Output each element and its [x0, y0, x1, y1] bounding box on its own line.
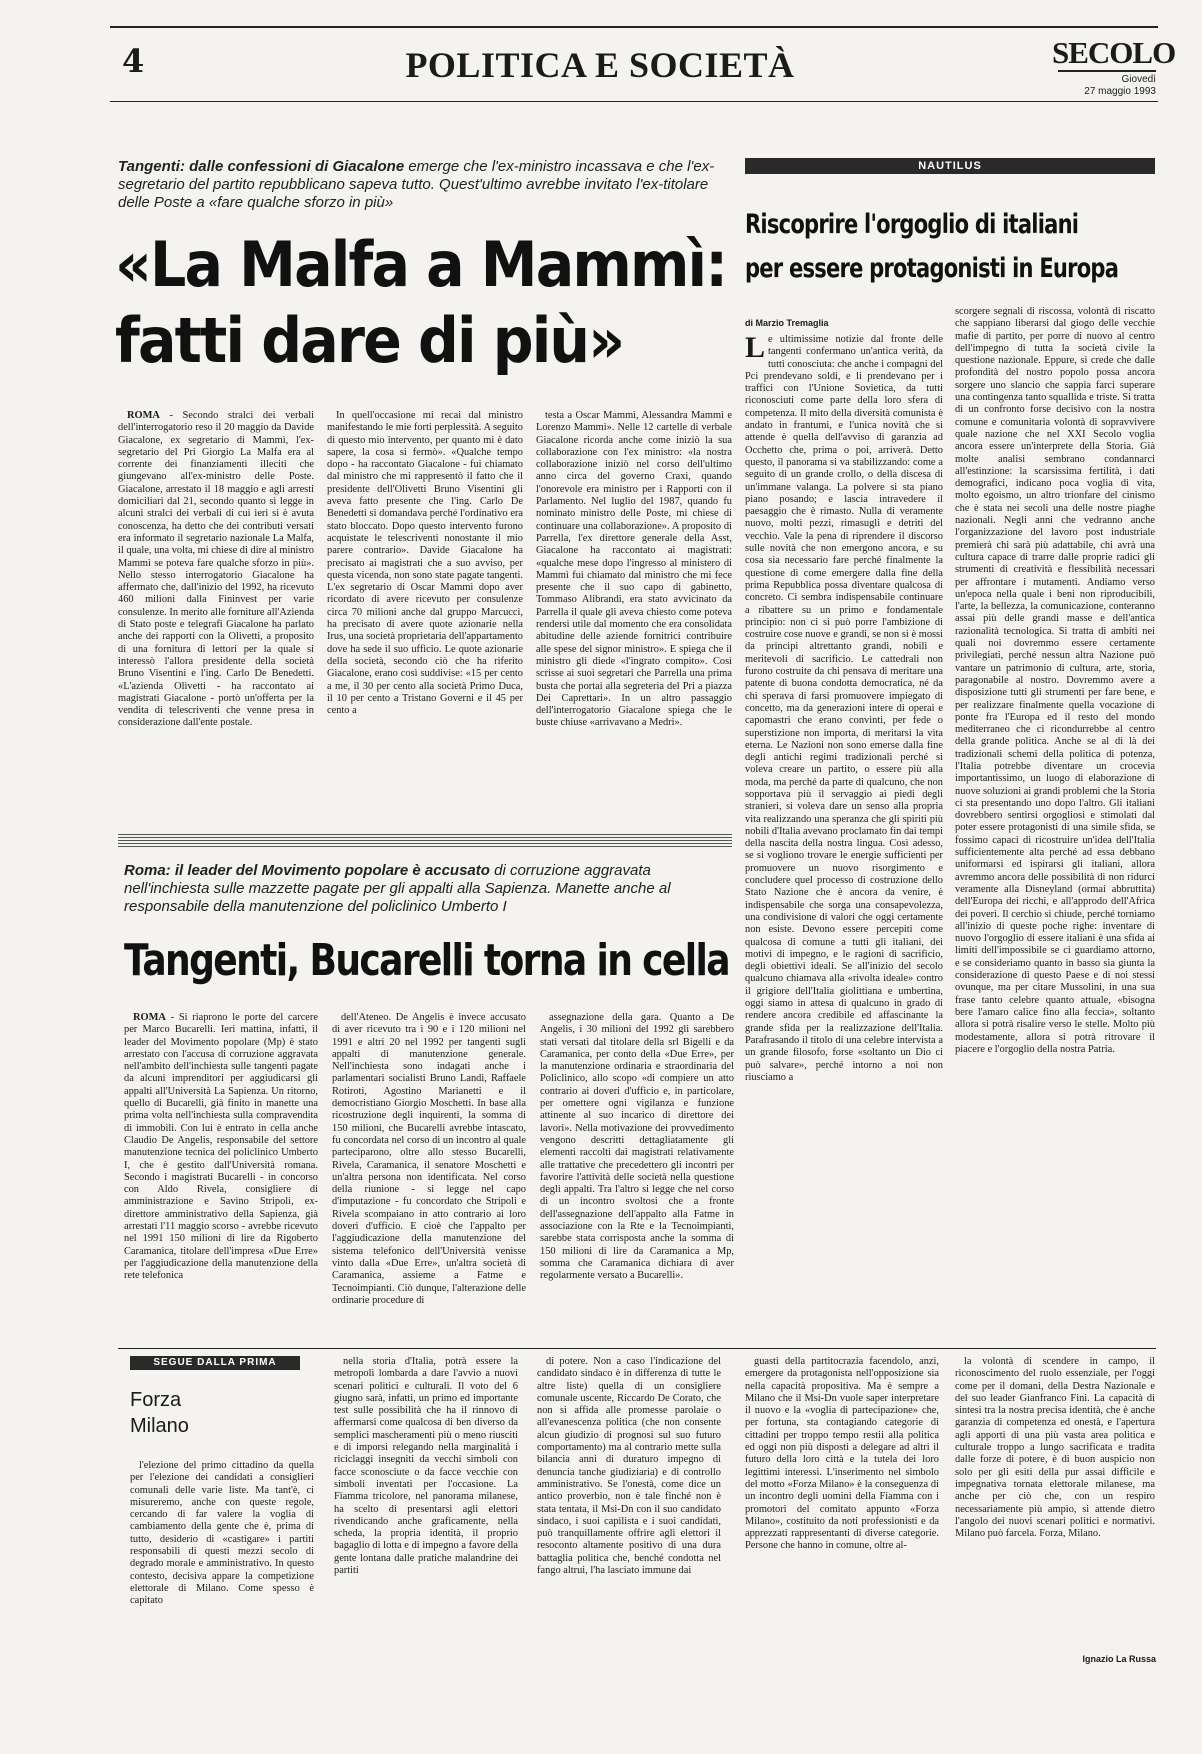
forza-column-5 — [955, 1356, 1155, 1650]
article1-kicker-rest: emerge che l'ex-ministro incassava e che l'ex-segretario del partito repubblicano sapeva tutto. Quest'ultimo avrebbe invitato l'ex-titolare delle Poste a «fare qualche sforzo in più» — [118, 158, 715, 211]
newspaper-logo: SECOLO — [1052, 35, 1176, 70]
forza-column-4 — [745, 1356, 939, 1668]
article2-col3-text: assegnazione della gara. Quanto a De Angelis, i 30 milioni del 1992 gli sarebbero stati versati dal titolare della srl Bigelli e da Caramanica, per conto della «Due Erre», per la manutenzione ordinaria e straordinaria del Policlinico, allo scopo «di compiere un atto contrario ai doveri d'ufficio e, in particolare, per omettere ogni vigilanza e funzione attinente al suo incarico di direttore dei lavori». Nella motivazione dei provvedimento vengono descritti dettagliatamente gli elementi raccolti dai magistrati relativamente alle trattative che precedettero gli incontri per favorire l'attività delle società nella questione degli appalti. Tra l'altro si legge che nel corso di un incontro svoltosi che a fronte dell'assegnazione dell'appalto alla Fatme in associazione con la Rte e la Tecnoimpianti, sarebbe stata corrisposta anche la somma di 150 milioni di lire da Caramanica a Mp, somma che Caramanica dichiara di aver regolarmente versato a Bucarelli». — [540, 1012, 734, 1282]
article1-col2-text: In quell'occasione mi recai dal ministro manifestando le mie forti perplessità. A seguito di questo mio intervento, per quanto mi è dato sapere, la cosa si fermò». «Qualche tempo dopo - ha raccontato Giacalone - fui chiamato dal ministro che mi rappresentò il fatto che il presidente dell'Olivetti Bruno Visentini gli aveva fatto presente che l'ing. Carlo De Benedetti si domandava perché l'ordinativo era stato bloccato. Dopo questo intervento furono acquistate le telescriventi nonostante il mio parere contrario». Davide Giacalone ha precisato ai magistrati che a suo avviso, per questa vicenda, non sono state pagate tangenti. L'ex segretario di Oscar Mammì dopo aver ricordato di avere ricevuto per consulenze circa 70 milioni anche dal gruppo Marcucci, ha precisato di avere quote azionarie nella Irus, una società proprietaria dell'appartamento dove ha sede il suo ufficio. Le quote azionarie della società, secondo ciò che ha riferito Giacalone, erano così suddivise: «15 per cento a me, il 30 per cento alla società Primo Duca, il 10 per cento a Tristano Governi e il 45 per cento a — [327, 410, 523, 717]
forza-column-1 — [130, 1460, 314, 1660]
article2-kicker-bold: Roma: il leader del Movimento popolare è accusato — [124, 862, 490, 879]
nautilus-headline-line2: per essere protagonisti in Europa — [745, 253, 1119, 284]
forza-col2-text: nella storia d'Italia, potrà essere la metropoli lombarda a dare l'avvio a nuovi scenari politici e culturali. Il voto del 6 giugno sarà, infatti, un primo ed importante test sulle possibilità che ha il rinnovo di affermarsi come qualcosa di ben diverso da semplici mascheramenti più o meno riusciti e di imporsi relegando nella marginalità i riciclaggi insegniti da vecchi simboli con facce sconosciute o da facce vecchie con simboli inventati per l'occasione. La Fiamma tricolore, nel panorama milanese, ha scelto di presentarsi agli elettori rivendicando anche graficamente, nella scheda, la propria identità, il proprio bagaglio di lotta e di impegno a favore della gente lontana dalle pratiche malandrine dei partiti — [334, 1356, 518, 1577]
section-title: POLITICA E SOCIETÀ — [405, 45, 795, 85]
forza-label: SEGUE DALLA PRIMA — [130, 1356, 300, 1370]
article2-kicker — [124, 862, 724, 916]
header-top-rule — [110, 26, 1158, 28]
forza-headline-line1: Forza — [130, 1389, 182, 1411]
nautilus-col2-text: scorgere segnali di riscossa, volontà di riscatto che sappiano liberarsi dal giogo delle vecchie mafie di partito, per porre di nuovo al centro dell'impegno di tutta la società civile la questione nazionale. Eppure, si crede che dalle profondità del nostro popolo possa ancora sorgere uno slancio che sappia farci superare una contingenza tanto squallida e triste. Si tratta di un confronto forse decisivo con la nostra comune e comunitaria volontà di sopravvivere quale nazione che nel XXI Secolo voglia ancora essere un'interprete della Storia. Già molte analisi sembrano condannarci all'estinzione: la scarsissima fertilità, i dati demografici, indicano poca voglia di vita, molto egoismo, un altro trionfare del cinismo che è stata nei secoli una delle nostre piaghe nazionali. Negli anni che vedranno anche l'organizzazione del lavoro post industriale premierà chi sarà più adattabile, chi avrà una cultura capace di trarre dalle proprie radici gli strumenti di creatività e flessibilità necessari per affrontare i mutamenti. Andiamo verso un'epoca nella quale i beni non riproducibili, l'arte, la bellezza, la comunicazione, conteranno assai più delle grandi masse e dell'antica razionalità tecnologica. Si tratta di ambiti nei quali noi dovremmo essere certamente privilegiati, perché nessun altra Nazione può vantare un patrimonio di cultura, arte, storia, paragonabile al nostro. Dovremmo avere a disposizione tutti gli strumenti per fare bene, e per realizzare finalmente quella vocazione di ponte fra l'Europa ed il resto del mondo mediterraneo che ci ricondurrebbe al centro della grande politica. Anche se al di là dei tradizionali schemi della politica di potenza, l'Italia potrebbe diventare un crocevia importantissimo, un luogo di elaborazione di nuove soluzioni ai grandi problemi che la Storia ci sta presentando uno dopo l'altro. Gli italiani dovrebbero sentirsi orgogliosi e stimolati dal poter essere protagonisti di una simile sfida, se fossimo capaci di ricostruire un'idea dell'Italia sufficientemente alta perché ad essa debbano uniformarsi ed ispirarsi gli italiani, allora avremmo ancora delle possibilità di non ridurci veramente alla Disneyland (ormai abbruttita) dell'Europa dei ricchi, e all'approdo dell'Africa dei poveri. Il cerchio si chiude, perché torniamo all'inizio di queste poche righe: inventare di nuovo l'orgoglio di essere italiani è una sfida ai limiti dell'impossibile se ci guardiamo attorno, e se consideriamo quanto in basso sia giunta la considerazione di questo Paese e di noi stessi ovunque, ma per citare Mussolini, in una sua frase tanto celebre quanto attuale, «bisogna bere l'amaro calice fino alla feccia», soltanto allora si potrà risalire verso le stelle. Molto più modestamente, allora si potrà ritrovare il piacere e l'orgoglio della nostra Patria. — [955, 306, 1155, 1055]
article1-kicker — [118, 158, 718, 212]
article2-dateline: ROMA — [133, 1012, 166, 1023]
forza-signature: Ignazio La Russa — [1082, 1654, 1156, 1664]
article1-headline-line2: fatti dare di più» — [115, 304, 624, 377]
nautilus-dropcap: L — [745, 334, 766, 364]
forza-col3-text: di potere. Non a caso l'indicazione del candidato sindaco è in differenza di tutte le altre liste) quella di un consigliere comunale uscente, Riccardo De Corato, che non si affida alle promesse parolaie o all'evanescenza politica (che non consente alcun giudizio di prognosi sul suo futuro comportamento) ma al contrario mette sulla bilancia anni di duraturo impegno di denuncia tanche giudiziaria) e di controllo amministrativo. Se l'onestà, come dice un antico proverbio, non è tale finché non è stata tentata, il Msi-Dn con il suo candidato sindaco, i suoi capilista e i suoi candidati, può tranquillamente offrire agli elettori il resoconto altamente positivo di una dura battaglia politica che, benché condotta nel fango altrui, l'ha lasciato immune dai — [537, 1356, 721, 1577]
nautilus-column-2 — [955, 306, 1155, 1356]
logo-underline — [1058, 70, 1156, 72]
nautilus-headline-line1: Riscoprire l'orgoglio di italiani — [745, 209, 1079, 240]
nautilus-col1-text: e ultimissime notizie dal fronte delle tangenti confermano un'antica verità, da tutti conosciuta: che anche i compagni del Pci prendevano soldi, e li prendevano per i traffici con l'Unione Sovietica, da tutti riconosciuti come parte della loro sfera di competenza. Il mito della diversità comunista è andato in frantumi, e l'unica novità che si attende è quella dell'avviso di garanzia ad Occhetto che, prima o poi, arriverà. Detto questo, il panorama si va stabilizzando: come a seguito di un grande crollo, o della discesa di un'immane valanga. La polvere si sta piano piano posando; e lascia intravedere il paesaggio che è rimasto. Nulla di veramente nuovo, molti pezzi, rimasugli e detriti del vecchio. Vale la pena di riprendere il discorso sulle novità che non emergono ancora, e su cosa sia necessario fare perché finalmente la questione di come emergere dalla fine della prima Repubblica possa diventare qualcosa di concreto. Ci sembra indispensabile continuare a ribattere su un primo e fondamentale principio: non ci si può porre l'ambizione di costruire cose nuove e grandi, se non si è mossi da principi altrettanto grandi, nobili e meritevoli di sacrificio. Le cattedrali non furono costruite da chi pensava di meritare una patente di buona condotta democratica, né da chi sperava di farsi promuovere impiegato di concetto, ma da generazioni intere di operai e capomastri che erano convinti, per fede o superstizione non importa, di meritarsi la vita eterna. Le Nazioni non sono emerse dalla fine degli antichi regimi tradizionali perché si voleva creare un partito, o essere più alla moda, ma perché da parte di qualcuno, che non sopportava più il servaggio ai piedi degli stranieri, si voleva dare un senso alla propria vita realizzando una speranza che gli spiriti più nobili d'Italia avevano proclamato fin dai tempi della nascita della nostra lingua. Così adesso, se si vogliono trovare le energie sufficienti per promuovere un nuovo risorgimento e concludere quel processo di costruzione dello Stato Nazione che è ancora da venire, è indispensabile che sorga una consapevolezza, una condivisione di valori che oggi certamente non esiste. Devono essere percepiti come qualcosa di comune a tutti gli italiani, dei motivi di impegno, e le ragioni di sacrificio, degli obiettivi ideali. Se all'inizio del secolo qualcuno chiamava alla «rivolta ideale» contro il grigiore dell'Italia giolittiana e umbertina, oggi siamo in attesa di qualcuno in grado di rendere ancora credibile ed affascinante la grande sfida per la realizzazione dell'Italia. Parafrasando il titolo di una celebre intervista a un grande filosofo, forse «soltanto un Dio ci può salvare», perché intorno a noi non riusciamo a — [745, 334, 943, 1083]
article1-column-1 — [118, 410, 314, 846]
page-number: 4 — [122, 42, 145, 80]
forza-headline-line2: Milano — [130, 1415, 189, 1437]
bottom-section-rule — [118, 1348, 1156, 1349]
article2-headline: Tangenti, Bucarelli torna in cella — [124, 935, 729, 986]
article-separator-band — [118, 833, 732, 847]
forza-col4-text: guasti della partitocrazia facendolo, anzi, emergere da protagonista nell'opposizione sia nella capacità propositiva. Ma è sempre a Milano che il Msi-Dn vuole saper interpretare il nuovo e la «voglia di partecipazione» che, per fortuna, sta contagiando categorie di cittadini per troppo tempo restii alla politica ed oggi non più disposti a delegare ad altri il futuro della loro città e la tutela dei loro legittimi interessi. L'inserimento nel simbolo del motto «Forza Milano» è la conseguenza di un incontro degli uomini della Fiamma con i promotori del comitato appunto «Forza Milano», costituito da noti professionisti e da apprezzati rappresentanti di diverse categorie. Persone che hanno in comune, oltre al- — [745, 1356, 939, 1552]
article1-col3-text: testa a Oscar Mammì, Alessandra Mammì e Lorenzo Mammì». Nelle 12 cartelle di verbale Giacalone ricorda anche come iniziò la sua collaborazione con l'ex ministro: «la nostra collaborazione iniziò nel corso dell'ultimo anno circa del governo Craxi, quando l'onorevole era ministro per i Rapporti con il Parlamento. Nel luglio del 1987, quando fu nominato ministro delle Poste, mi chiese di continuare una collaborazione». A proposito di Parrella, l'ex direttore generale della Asst, Giacalone ha raccontato ai magistrati: «qualche mese dopo l'ingresso al ministero di Mammì fui chiamato dal ministro che mi fece presente che il suo capo di gabinetto, Tommaso Alibrandi, era stato avvicinato da Parrella il quale gli aveva chiesto come poteva rendersi utile dal momento che era consolidata abitudine delle aziende fornitrici contribuire alle spese del signor ministro». E spiega che il ministro gli diede «l'ingrato compito». Così scrisse ai suoi segretari che Parrella una prima busta che portai alla segreteria del Pri a piazza Dei Caprettari». In un altro passaggio dell'interrogatorio Giacalone spiega che le buste chiuse «arrivavano a Medri». — [536, 410, 732, 729]
nautilus-column-1 — [745, 334, 943, 1356]
article1-dateline: ROMA — [127, 410, 160, 421]
nautilus-label: NAUTILUS — [745, 158, 1155, 174]
header-weekday: Giovedì — [1121, 74, 1156, 85]
article2-kicker-rest: di corruzione aggravata nell'inchiesta sulle mazzette pagate per gli appalti alla Sapienza. Manette anche al responsabile della manutenzione del policlinico Umberto I — [124, 862, 671, 915]
article2-col1-text: - Si riaprono le porte del carcere per Marco Bucarelli. Ieri mattina, infatti, il leader del Movimento popolare (Mp) è stato arrestato con l'accusa di corruzione aggravata nell'ambito dell'inchiesta sulle tangenti pagate da alcuni imprenditori per aggiudicarsi gli appalti all'Università La Sapienza. Un ritorno, quello di Bucarelli, già finito in manette una prima volta nell'inchiesta sulla compravendita di immobili. Con lui è entrato in cella anche Claudio De Angelis, responsabile del settore manutenzione tecnica del policlinico Umberto I, che è gestito dall'Università romana. Secondo i magistrati Bucarelli - in concorso con Aldo Rivela, consigliere di amministrazione e Savino Stripoli, ex-direttore amministrativo della Sapienza, già arrestati l'11 maggio scorso - avrebbe ricevuto nel 1991 150 milioni di lire da Rigoberto Caramanica, titolare dell'impresa «Due Erre» per l'aggiudicazione della manutenzione della rete telefonica — [124, 1012, 318, 1282]
nautilus-byline: di Marzio Tremaglia — [745, 318, 829, 328]
article1-headline-line1: «La Malfa a Mammì: — [115, 228, 727, 301]
article1-column-3 — [536, 410, 732, 846]
forza-col1-text: l'elezione del primo cittadino da quella per l'elezione dei candidati a consiglieri comunali delle varie liste. Ma tant'è, ci misureremo, anche con queste regole, cercando di far valere la voglia di cambiamento della gente che è, prima di tutto, desiderio di «castigare» i partiti responsabili di questi mezzi secolo di degrado morale e amministrativo. In questo contesto, decisiva appare la competizione elettorale di Milano. Come spesso è capitato — [130, 1460, 314, 1607]
forza-column-2 — [334, 1356, 518, 1668]
forza-col5-text: la volontà di scendere in campo, il riconoscimento del ruolo essenziale, per l'oggi come per il domani, della Destra Nazionale e del suo leader Gianfranco Fini. La capacità di sintesi tra la nostra precisa identità, che è anche garanzia di competenza ed onestà, e l'apertura agli apporti di una più vasta area politica e culturale troppo a lungo sacrificata e tradita dalle forze di potere, è di buon auspicio non solo per gli esiti della pur assai difficile e impegnativa tornata elettorale milanese, ma anche per ciò che, con un respiro necessariamente più ampio, si attende dietro l'angolo dei nuovi scenari politici e normativi. Milano può farcela. Forza, Milano. — [955, 1356, 1155, 1540]
article1-kicker-bold: Tangenti: dalle confessioni di Giacalone — [118, 158, 405, 175]
header-bottom-rule — [110, 101, 1158, 102]
article1-column-2 — [327, 410, 523, 846]
article2-col2-text: dell'Ateneo. De Angelis è invece accusato di aver ricevuto tra i 90 e i 120 milioni nel 1991 e altri 20 nel 1992 per tangenti sugli appalti di manutenzione generale. Nell'inchiesta sono indagati anche i parlamentari socialisti Bruno Landi, Raffaele Rotiroti, Agostino Marianetti e il democristiano Giorgio Moschetti. In base alla ricostruzione degli inquirenti, la somma di 150 milioni, che Bucarelli avrebbe intascato, fu concordata nel corso di un incontro al quale parteciparono, oltre allo stesso Bucarelli, Rivela, Caramanica, il senatore Moschetti e un'altra persona non identificata. Nel corso della riunione - si legge nel capo d'imputazione - fu concordato che Stripoli e Rivela scompaiano in atto contrario ai loro doveri d'ufficio. E cioè che l'appalto per l'aggiudicazione della manutenzione del sistema telefonico dell'Università venisse vinto dalla «Due Erre», un'altra società di Caramanica, assieme a Fatme e Tecnoimpianti. Ciò dunque, l'alterazione delle ordinarie procedure di — [332, 1012, 526, 1306]
forza-column-3 — [537, 1356, 721, 1668]
article1-col1-text: - Secondo stralci dei verbali dell'interrogatorio reso il 20 maggio da Davide Giacalone, ex segretario di Mammì, l'ex-segretario del Pri Giorgio La Malfa era al corrente dei finanziamenti illeciti che giungevano all'ex-ministro delle Poste. Giacalone, arrestato il 18 maggio e agli arresti domiciliari dal 21, secondo quanto si legge in alcuni stralci dei verbali di cui ieri si è avuta conoscenza, ha detto che dei contributi versati era informato il segretario nazionale La Malfa, il quale, una volta, mi chiese di dire al ministro Mammì se poteva fare qualche sforzo in più». Nello stesso interrogatorio Giacalone ha affermato che, dall'inizio del 1992, ha ricevuto 460 milioni dalla Fininvest per varie consulenze. In merito alle forniture all'Azienda di Stato poste e telegrafi Giacalone ha parlato anche dei rapporti con la Olivetti, a proposito di una fornitura di lettori per la quale si interessò l'allora presidente della società Bruno Visentini e l'ing. Carlo De Benedetti. «L'azienda Olivetti - ha raccontato ai magistrati Giacalone - portò un'offerta per la vendita di telescriventi che venne presa in considerazione dall'ente postale. — [118, 410, 314, 729]
header-date: 27 maggio 1993 — [1084, 86, 1156, 97]
